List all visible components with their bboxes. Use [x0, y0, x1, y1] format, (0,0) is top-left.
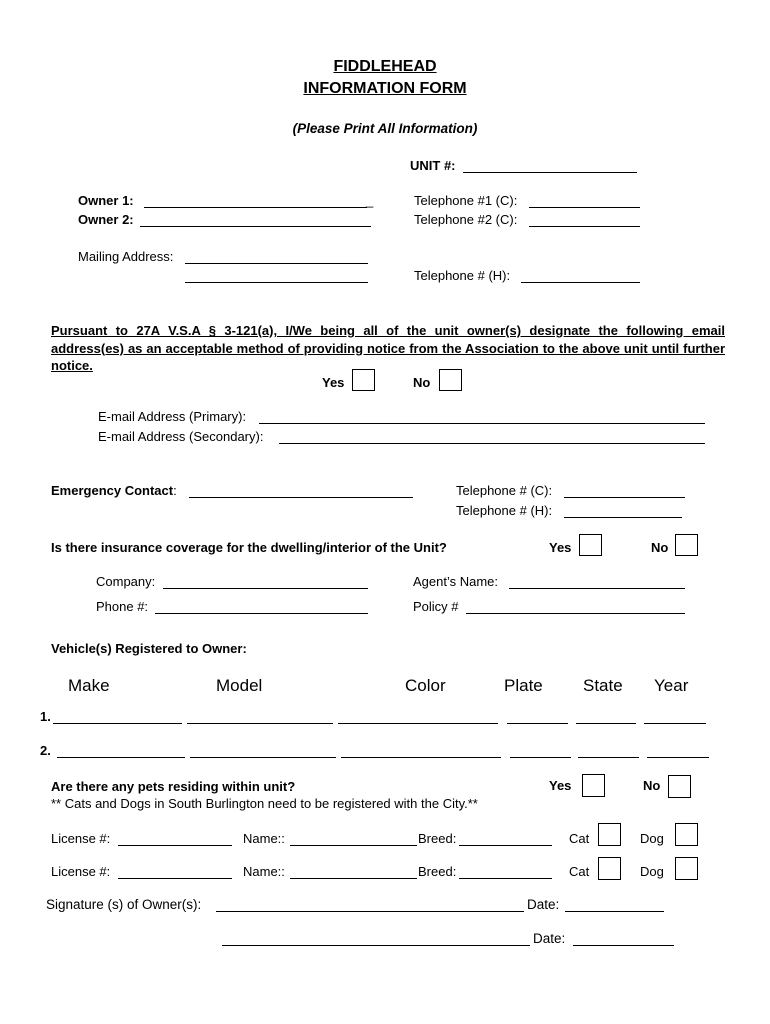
pets-question: Are there any pets residing within unit? — [51, 779, 296, 794]
email-notice-no-label: No — [413, 375, 431, 390]
signature-date-field-1[interactable] — [565, 911, 664, 912]
vehicle2-plate-field[interactable] — [510, 757, 571, 758]
owner1-underscore: _ — [366, 193, 374, 208]
pet1-breed-label: Breed: — [418, 831, 457, 846]
signature-date-label-1: Date: — [527, 897, 560, 912]
insurance-no-checkbox[interactable] — [675, 534, 698, 556]
pet1-license-label: License #: — [51, 831, 111, 846]
insurance-policy-label: Policy # — [413, 599, 459, 614]
telephone1-field[interactable] — [529, 207, 640, 208]
pet2-name-field[interactable] — [290, 878, 417, 879]
emergency-tel-c-label: Telephone # (C): — [456, 483, 553, 498]
pet1-name-field[interactable] — [290, 845, 417, 846]
signature-date-field-2[interactable] — [573, 945, 674, 946]
mailing-address-field-2[interactable] — [185, 282, 368, 283]
pet2-cat-label: Cat — [569, 864, 590, 879]
pet2-dog-checkbox[interactable] — [675, 857, 698, 880]
owner1-label: Owner 1: — [78, 193, 134, 208]
vehicle1-make-field[interactable] — [53, 723, 182, 724]
signature-date-label-2: Date: — [533, 931, 566, 946]
owner2-field[interactable] — [140, 226, 371, 227]
pet1-cat-checkbox[interactable] — [598, 823, 621, 846]
telephone2-field[interactable] — [529, 226, 640, 227]
pets-no-label: No — [643, 778, 661, 793]
vehicles-heading: Vehicle(s) Registered to Owner: — [51, 641, 247, 656]
telephone2-label: Telephone #2 (C): — [414, 212, 518, 227]
vehicle1-year-field[interactable] — [644, 723, 706, 724]
pet2-cat-checkbox[interactable] — [598, 857, 621, 880]
email-secondary-label: E-mail Address (Secondary): — [98, 429, 264, 444]
email-notice-yes-label: Yes — [322, 375, 345, 390]
pet1-dog-checkbox[interactable] — [675, 823, 698, 846]
pet2-breed-field[interactable] — [459, 878, 552, 879]
pet1-name-label: Name:: — [243, 831, 285, 846]
insurance-phone-field[interactable] — [155, 613, 368, 614]
email-notice-no-checkbox[interactable] — [439, 369, 462, 391]
vehicle2-state-field[interactable] — [578, 757, 639, 758]
telephone-home-field[interactable] — [521, 282, 640, 283]
vehicle-row-number: 1. — [40, 709, 51, 724]
telephone1-label: Telephone #1 (C): — [414, 193, 518, 208]
insurance-question: Is there insurance coverage for the dwelling/interior of the Unit? — [51, 540, 447, 555]
pet2-dog-label: Dog — [640, 864, 664, 879]
pet1-dog-label: Dog — [640, 831, 664, 846]
email-secondary-field[interactable] — [279, 443, 705, 444]
vehicle1-model-field[interactable] — [187, 723, 333, 724]
vehicle2-make-field[interactable] — [57, 757, 185, 758]
form-title-line1: FIDDLEHEAD — [333, 58, 437, 75]
vehicle-column-plate: Plate — [504, 676, 543, 695]
insurance-agent-label: Agent’s Name: — [413, 574, 499, 589]
emergency-tel-h-label: Telephone # (H): — [456, 503, 553, 518]
mailing-address-label: Mailing Address: — [78, 249, 174, 264]
insurance-yes-label: Yes — [549, 540, 572, 555]
pets-no-checkbox[interactable] — [668, 775, 691, 798]
vehicle-column-model: Model — [216, 676, 263, 695]
vehicle-column-make: Make — [68, 676, 110, 695]
pet2-license-label: License #: — [51, 864, 111, 879]
owner1-field[interactable] — [144, 207, 367, 208]
emergency-tel-c-field[interactable] — [564, 497, 685, 498]
form-subtitle: (Please Print All Information) — [292, 121, 478, 136]
pet1-license-field[interactable] — [118, 845, 232, 846]
vehicle1-plate-field[interactable] — [507, 723, 568, 724]
mailing-address-field-1[interactable] — [185, 263, 368, 264]
vehicle-row-number: 2. — [40, 743, 51, 758]
emergency-contact-label: Emergency Contact — [51, 483, 174, 498]
pet2-license-field[interactable] — [118, 878, 232, 879]
pets-registration-note: ** Cats and Dogs in South Burlington need to be registered with the City.** — [51, 796, 478, 811]
form-title-line2: INFORMATION FORM — [303, 80, 467, 97]
pets-yes-checkbox[interactable] — [582, 774, 605, 797]
signature-field-2[interactable] — [222, 945, 530, 946]
email-primary-field[interactable] — [259, 423, 705, 424]
owner2-label: Owner 2: — [78, 212, 134, 227]
insurance-agent-field[interactable] — [509, 588, 685, 589]
telephone-home-label: Telephone # (H): — [414, 268, 511, 283]
vehicle2-year-field[interactable] — [647, 757, 709, 758]
insurance-company-field[interactable] — [163, 588, 368, 589]
email-primary-label: E-mail Address (Primary): — [98, 409, 247, 424]
email-notice-paragraph: Pursuant to 27A V.S.A § 3-121(a), I/We being all of the unit owner(s) designate the following email address(es) as an acceptable method of providing notice from the Association to the above unit until further notice. — [51, 323, 725, 373]
insurance-company-label: Company: — [96, 574, 156, 589]
vehicle1-color-field[interactable] — [338, 723, 498, 724]
email-notice-yes-checkbox[interactable] — [352, 369, 375, 391]
unit-field[interactable] — [463, 172, 637, 173]
insurance-phone-label: Phone #: — [96, 599, 149, 614]
vehicle-column-state: State — [583, 676, 623, 695]
emergency-contact-colon: : — [173, 483, 177, 498]
vehicle2-model-field[interactable] — [190, 757, 336, 758]
unit-label: UNIT #: — [410, 158, 456, 173]
emergency-tel-h-field[interactable] — [564, 517, 682, 518]
signature-field-1[interactable] — [216, 911, 524, 912]
insurance-no-label: No — [651, 540, 669, 555]
vehicle1-state-field[interactable] — [576, 723, 636, 724]
pet1-breed-field[interactable] — [459, 845, 552, 846]
vehicle-column-color: Color — [405, 676, 446, 695]
pet2-name-label: Name:: — [243, 864, 285, 879]
insurance-policy-field[interactable] — [466, 613, 685, 614]
pet1-cat-label: Cat — [569, 831, 590, 846]
pets-yes-label: Yes — [549, 778, 572, 793]
vehicle-column-year: Year — [654, 676, 689, 695]
signature-label: Signature (s) of Owner(s): — [46, 897, 202, 912]
pet2-breed-label: Breed: — [418, 864, 457, 879]
vehicle2-color-field[interactable] — [341, 757, 501, 758]
emergency-contact-field[interactable] — [189, 497, 413, 498]
insurance-yes-checkbox[interactable] — [579, 534, 602, 556]
